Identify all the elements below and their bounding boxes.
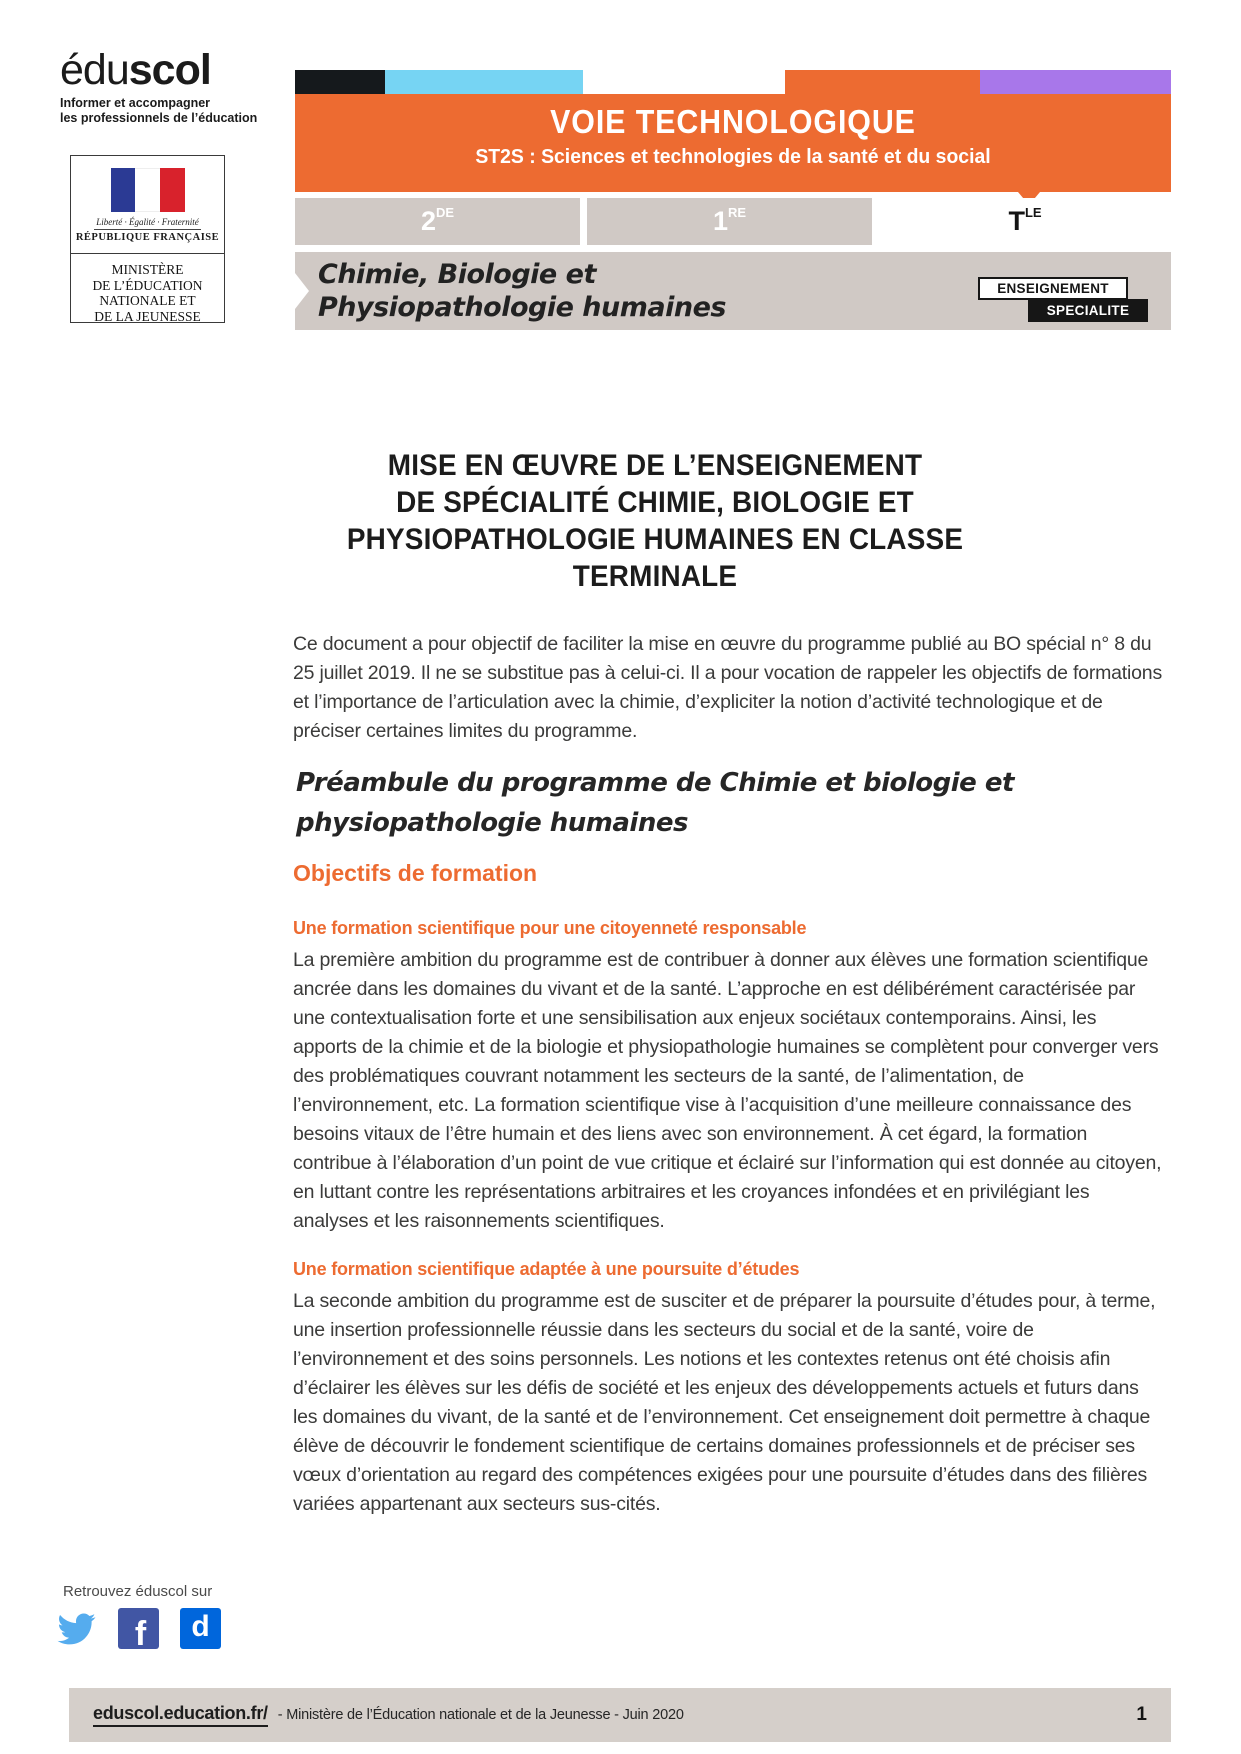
ministry-name-line1: MINISTÈRE — [111, 262, 184, 277]
dailymotion-icon[interactable] — [180, 1608, 221, 1649]
page-title-line3: PHYSIOPATHOLOGIE HUMAINES EN CLASSE — [346, 523, 964, 556]
decorative-block-black — [295, 70, 385, 94]
eduscol-tagline-line2: les professionnels de l’éducation — [60, 111, 258, 125]
page-number: 1 — [1136, 1704, 1147, 1725]
ministry-flag-section — [71, 156, 224, 254]
republic-name: RÉPUBLIQUE FRANÇAISE — [75, 232, 220, 243]
ministry-name-line4: DE LA JEUNESSE — [94, 308, 201, 324]
tab-seconde-sup: DE — [435, 205, 455, 220]
series-subtitle: ST2S : Sciences et technologies de la santé et du social — [475, 146, 991, 168]
dailymotion-letter: d — [191, 1609, 210, 1643]
tab-premiere-sup: RE — [727, 205, 747, 220]
ministry-name-line2: DE L’ÉDUCATION — [92, 277, 203, 293]
paragraph-poursuite-etudes: La seconde ambition du programme est de susciter et de préparer la poursuite d’études pour, à terme, une insertion professionnelle réussie dans les secteurs du social et de la santé, voire de l’environnement et des soins personnels. Les notions et les contextes retenus ont été choisis afin d’éclairer les élèves sur les défis de société et les enjeux des développements actuels et futurs dans les domaines du vivant, de la santé et de l’environnement. Cet enseignement doit permettre à chaque élève de découvrir le fondement scientifique de certains domaines professionnels et de préciser ses vœux d’orientation au regard des compétences exigées pour une poursuite d’études dans des filières variées appartenant aux secteurs sus-cités. — [293, 1290, 1156, 1515]
facebook-letter: f — [134, 1615, 147, 1649]
tab-terminale-label: T — [1008, 206, 1025, 236]
republic-motto: Liberté · Égalité · Fraternité — [94, 217, 201, 230]
twitter-bird-glyph — [56, 1610, 97, 1648]
preamble-heading: Préambule du programme de Chimie et biologie et physiopathologie humaines — [296, 768, 1014, 838]
eduscol-logo — [60, 48, 257, 126]
tab-seconde[interactable] — [295, 198, 580, 245]
track-title: VOIE TECHNOLOGIQUE — [550, 103, 916, 140]
page-title-line1: MISE EN ŒUVRE DE L’ENSEIGNEMENT — [387, 449, 923, 482]
track-banner — [295, 94, 1171, 192]
tab-terminale-active[interactable] — [879, 198, 1171, 245]
subject-title: Chimie, Biologie et Physiopathologie humaines — [318, 259, 726, 323]
eduscol-tagline — [60, 96, 257, 126]
page-title — [318, 447, 991, 595]
ministry-logo — [70, 155, 225, 323]
flag-red-stripe — [160, 168, 185, 212]
section-heading-objectifs: Objectifs de formation — [293, 860, 538, 886]
footer-credit: - Ministère de l’Éducation nationale et de la Jeunesse - Juin 2020 — [277, 1707, 684, 1723]
page-title-line4: TERMINALE — [572, 560, 738, 593]
twitter-icon[interactable] — [56, 1608, 97, 1649]
intro-paragraph: Ce document a pour objectif de faciliter la mise en œuvre du programme publié au BO spécial n° 8 du 25 juillet 2019. Il ne se substitue pas à celui-ci. Il a pour vocation de rappeler les objectifs de formations et l’importance de l’articulation avec la chimie, d’expliciter la notion d’activité technologique et de préciser certaines limites du programme. — [293, 633, 1163, 742]
eduscol-tagline-line1: Informer et accompagner — [60, 96, 211, 110]
tab-terminale-sup: LE — [1024, 205, 1042, 220]
eduscol-wordmark-thin: édu — [60, 46, 129, 94]
page-title-line2: DE SPÉCIALITÉ CHIMIE, BIOLOGIE ET — [396, 486, 914, 519]
social-label: Retrouvez éduscol sur — [63, 1583, 213, 1600]
footer-bar — [69, 1688, 1171, 1742]
eduscol-wordmark — [60, 48, 257, 92]
paragraph-citoyennete: La première ambition du programme est de contribuer à donner aux élèves une formation scientifique ancrée dans les domaines du vivant et de la santé. L’approche en est délibérément caractérisée par une contextualisation forte et une sensibilisation aux enjeux sociétaux contemporains. Ainsi, les apports de la chimie et de la biologie et physiopathologie humaines se complètent pour converger vers des problématiques couvrant notamment les secteurs de la santé, de l’alimentation, de l’environnement, etc. La formation scientifique vise à l’acquisition d’une meilleure connaissance des besoins vitaux de l’être humain et des liens avec son environnement. À cet égard, la formation contribue à l’élaboration d’un point de vue critique et éclairé sur l’information qui est donnée au citoyen, en luttant contre les représentations arbitraires et les croyances infondées et en privilégiant les analyses et les raisonnements scientifiques. — [293, 949, 1162, 1232]
tab-premiere-label: 1 — [712, 206, 728, 236]
facebook-icon[interactable] — [118, 1608, 159, 1649]
subject-band — [295, 252, 1171, 330]
decorative-block-cyan — [385, 70, 583, 94]
footer-site-link[interactable]: eduscol.education.fr/ — [93, 1703, 268, 1727]
decorative-block-purple — [980, 70, 1171, 94]
ministry-name — [71, 254, 224, 324]
band-notch-icon — [295, 273, 309, 309]
french-flag-icon — [111, 168, 185, 212]
eduscol-wordmark-bold: scol — [128, 46, 211, 94]
decorative-block-orange — [785, 70, 980, 94]
badge-enseignement: ENSEIGNEMENT — [978, 277, 1128, 300]
badge-specialite: SPECIALITE — [1028, 299, 1148, 322]
ministry-name-line3: NATIONALE ET — [99, 293, 196, 308]
flag-blue-stripe — [111, 168, 136, 212]
flag-white-stripe — [135, 168, 160, 212]
tab-seconde-label: 2 — [420, 206, 436, 236]
subheading-poursuite-etudes: Une formation scientifique adaptée à une poursuite d’études — [293, 1259, 800, 1279]
tab-premiere[interactable] — [587, 198, 872, 245]
subheading-citoyennete: Une formation scientifique pour une citoyenneté responsable — [293, 918, 807, 938]
